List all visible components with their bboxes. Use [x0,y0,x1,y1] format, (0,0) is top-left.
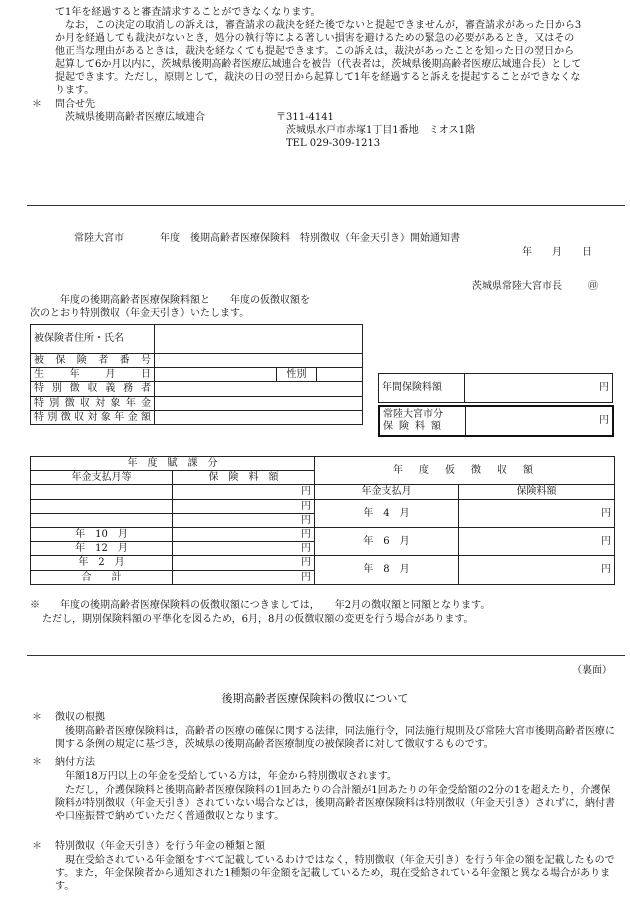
notice-city: 常陸大宮市 [74,233,124,244]
notice-sender: 茨城県常陸大宮市長 [472,281,562,292]
assess-col-amount: 保 険 料 額 [173,471,315,485]
back-label: （裏面） [572,665,612,676]
asterisk-mark: ＊ [32,841,42,852]
asterisk-mark: ＊ [32,99,42,110]
label-insured-number: 被保険者番号 [31,354,155,368]
assess-month-1 [31,485,173,499]
provisional-month-3: 年 8 月 [315,556,459,584]
assess-yen-2: 円 [173,499,315,513]
notice-date: 年 月 日 [522,247,592,258]
value-address-name [155,325,363,354]
provisional-col-amount: 保険料額 [459,485,615,499]
label-annual-premium: 年間保険料額 [379,374,465,403]
city-share-table [378,405,614,437]
assess-yen-3: 円 [173,513,315,527]
value-birthdate [155,368,277,382]
contact-postal: 〒311-4141 [276,112,334,123]
seal-mark: ㊞ [588,281,598,292]
assess-month-2 [31,499,173,513]
table-row [379,374,613,403]
value-withholding-agent [155,382,363,396]
table-row [31,485,615,499]
contact-address: 茨城県水戸市赤塚1丁目1番地 ミオス1階 [286,125,475,136]
contact-heading: 問合せ先 [55,99,95,110]
assess-yen-6: 円 [173,556,315,570]
section-body-payment-2: ただし，介護保険料と後期高齢者医療保険料の1回あたりの合計額が1回あたりの年金受給額の2分の1を超えたり，介護保険料が特別徴収（年金天引き）されていない場合などは，後期高齢者医療保険料は特別徴収（年金天引き）されずに，納付書や口座振替で納めていただく普通徴収となります。 [55,785,615,823]
contact-tel: TEL 029-309-1213 [286,138,381,149]
table-row [379,406,613,436]
contact-org: 茨城県後期高齢者医療広域連合 [65,112,205,123]
appeal-line-2: なお，この決定の取消しの訴えは，審査請求の裁決を経た後でないと提起できませんが，審査請求があった日から3 [65,20,582,31]
footnote-2: ただし，期別保険料額の平準化を図るため，6月，8月の仮徴収額の変更を行う場合があります。 [42,614,474,625]
assess-month-4: 年 10 月 [31,527,173,541]
annual-premium-yen: 円 [465,374,613,403]
provisional-title: 年 度 仮 徴 収 額 [315,457,615,485]
table-row [31,556,615,570]
label-address-name: 被保険者住所・氏名 [31,325,155,354]
provisional-col-month: 年金支払月 [315,485,459,499]
label-birthdate: 生年月日 [31,368,155,382]
label-city-share-1: 常陸大宮市分 [383,408,443,420]
assess-yen-4: 円 [173,527,315,541]
section-body-basis: 後期高齢者医療保険料は，高齢者の医療の確保に関する法律，同法施行令，同法施行規則及び常陸大宮市後期高齢者医療に関する条例の規定に基づき，茨城県の後期高齢者医療制度の被保険者に対して徴収するものです。 [55,726,615,751]
label-city-share-2: 保険料額 [383,421,447,432]
value-insured-number [155,354,363,368]
notice-intro-1: 年度の後期高齢者医療保険料額と 年度の仮徴収額を [60,295,310,306]
insured-info-table [30,324,363,425]
label-target-pension-amount: 特別徴収対象年金額 [31,410,155,424]
assess-month-5: 年 12 月 [31,542,173,556]
appeal-line-3: か月を経過しても裁決がないとき，処分の執行等による著しい損害を避けるための緊急の必要があるとき，又はその [55,33,575,44]
value-sex [317,368,363,382]
value-target-pension-amount [155,410,363,424]
table-row [31,354,363,368]
appeal-line-5: 起算して6か月以内に，茨城県後期高齢者医療広域連合を被告（代表者は，茨城県後期高齢者医療広域連合長）として [55,59,582,70]
table-row [31,499,615,513]
assess-total-label: 合 計 [31,570,173,584]
table-row [31,396,363,410]
section-body-payment-1: 年額18万円以上の年金を受給している方は，年金から特別徴収されます。 [65,771,397,782]
notice-title: 年度 後期高齢者医療保険料 特別徴収（年金天引き）開始通知書 [160,233,460,244]
section-heading-pension: 特別徴収（年金天引き）を行う年金の種類と額 [55,841,265,852]
table-row [31,382,363,396]
table-row [31,410,363,424]
annual-premium-table [378,373,613,403]
label-sex: 性別 [277,368,317,382]
assess-yen-1: 円 [173,485,315,499]
assess-month-6: 年 2 月 [31,556,173,570]
value-target-pension [155,396,363,410]
cut-line-1 [27,205,625,206]
cut-line-2 [27,655,625,656]
label-target-pension: 特別徴収対象年金 [31,396,155,410]
section-heading-payment: 納付方法 [55,757,95,768]
provisional-month-1: 年 4 月 [315,499,459,527]
section-body-pension: 現在受給されている年金額をすべて記載しているわけではなく，特別徴収（年金天引き）を行う年金の額を記載したものです。また，年金保険者から通知された1種類の年金額を記載しているため，現在受給されている年金額と異なる場合があります。 [55,855,615,893]
appeal-line-4: 他正当な理由があるときは，裁決を経なくても提起できます。この訴えは，裁決があったことを知った日の翌日から [55,46,575,57]
footnote-1: ※ 年度の後期高齢者医療保険料の仮徴収額につきましては， 年2月の徴収額と同額となります。 [30,600,491,611]
premium-schedule-table [30,456,615,585]
label-city-share [379,406,465,436]
table-row [31,325,363,354]
section-heading-basis: 徴収の根拠 [55,712,105,723]
asterisk-mark: ＊ [32,757,42,768]
appeal-line-6: 提起できます。ただし，原則として，裁決の日の翌日から起算して1年を経過すると訴えを提起することができなくな [55,72,581,83]
assess-col-month: 年金支払月等 [31,471,173,485]
back-title: 後期高齢者医療保険料の徴収について [221,692,409,705]
appeal-line-1: て1年を経過すると審査請求することができなくなります。 [55,7,321,18]
assess-title: 年 度 賦 課 分 [31,457,315,471]
appeal-line-7: ります。 [55,85,95,96]
provisional-month-2: 年 6 月 [315,527,459,555]
assess-total-yen: 円 [173,570,315,584]
provisional-yen-1: 円 [459,499,615,527]
assess-yen-5: 円 [173,542,315,556]
notice-intro-2: 次のとおり特別徴収（年金天引き）いたします。 [30,308,250,319]
provisional-yen-3: 円 [459,556,615,584]
table-row [31,457,615,471]
city-share-yen: 円 [465,406,613,436]
table-row [31,527,615,541]
asterisk-mark: ＊ [32,712,42,723]
assess-month-3 [31,513,173,527]
provisional-yen-2: 円 [459,527,615,555]
label-withholding-agent: 特別徴収義務者 [31,382,155,396]
table-row [31,368,363,382]
